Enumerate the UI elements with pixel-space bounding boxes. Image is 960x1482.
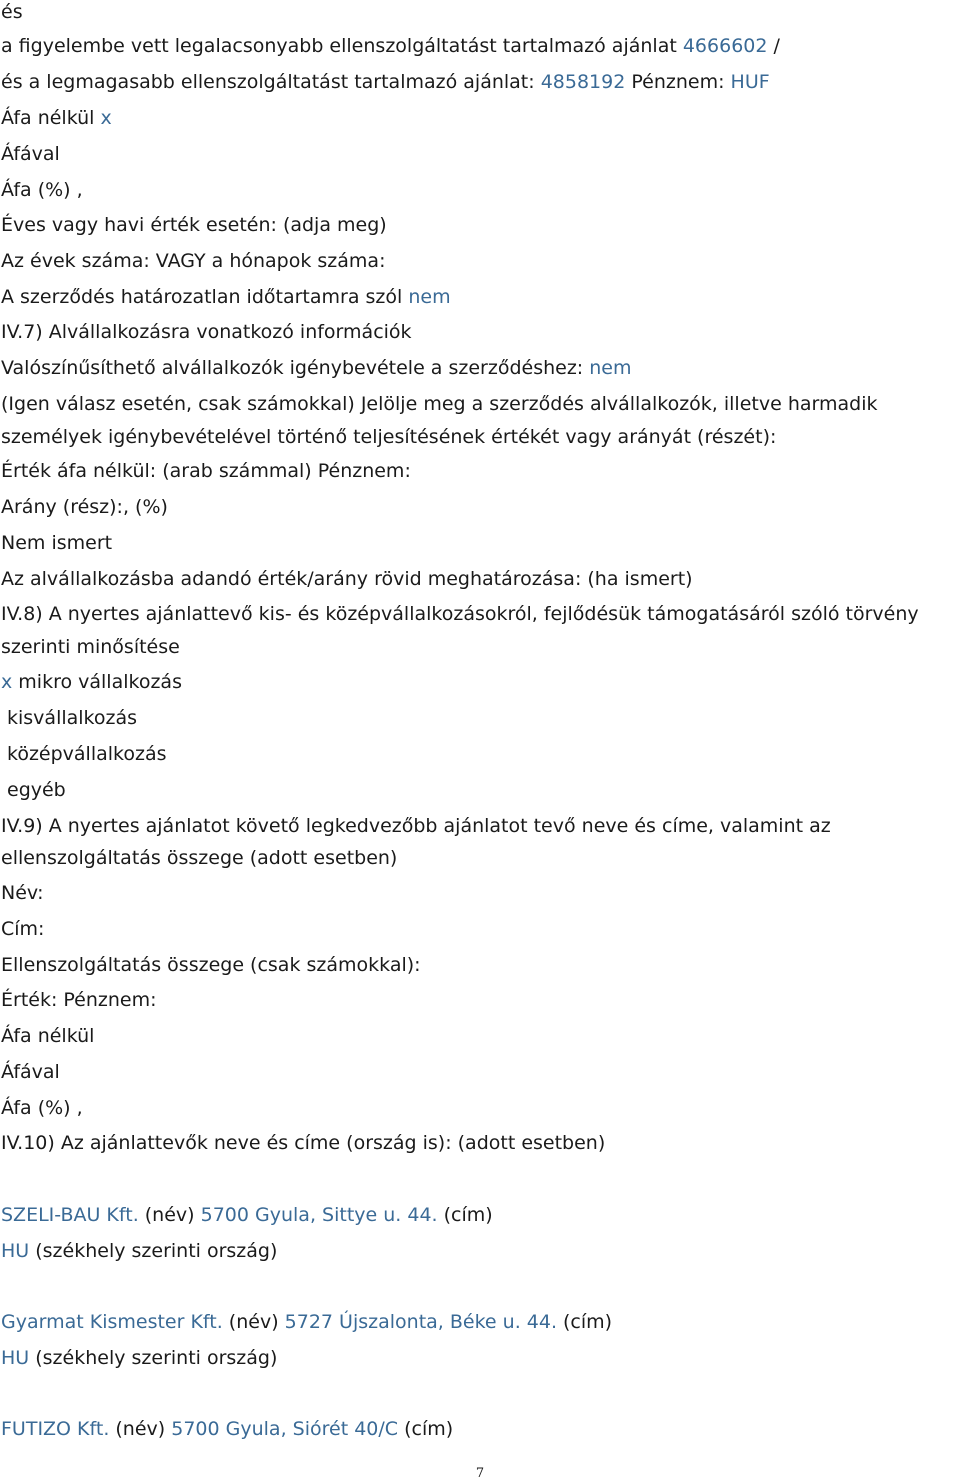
- text-segment: Éves vagy havi érték esetén: (adja meg): [1, 214, 387, 236]
- small-enterprise-option: [7, 706, 137, 730]
- text-segment: (székhely szerinti ország): [29, 1347, 278, 1369]
- vat-excluded-line: [1, 106, 112, 130]
- bidder-address: 5700 Gyula, Sittye u. 44.: [200, 1204, 438, 1226]
- text-segment: Valószínűsíthető alvállalkozók igénybevétele a szerződéshez:: [1, 357, 590, 379]
- bidder-country: HU: [1, 1240, 30, 1262]
- text-line: [1, 953, 421, 977]
- text-line: [1, 142, 60, 166]
- text-segment: a figyelembe vett legalacsonyabb ellenszolgáltatást tartalmazó ajánlat: [1, 35, 683, 57]
- bidder-3-name-line: [1, 1417, 453, 1441]
- text-segment: Az évek száma: VAGY a hónapok száma:: [1, 250, 386, 272]
- text-line: [1, 846, 397, 870]
- text-segment: ellenszolgáltatás összege (adott esetben): [1, 847, 398, 869]
- text-line: [1, 1096, 83, 1120]
- subcontractor-line: [1, 356, 632, 380]
- text-segment: Pénznem:: [625, 71, 731, 93]
- text-segment: (székhely szerinti ország): [29, 1240, 278, 1262]
- text-line: [1, 0, 23, 24]
- text-segment: kisvállalkozás: [7, 707, 138, 729]
- text-line: [1, 459, 411, 483]
- medium-enterprise-option: [7, 742, 167, 766]
- section-heading: [1, 602, 919, 626]
- text-segment: Áfával: [1, 143, 60, 165]
- text-segment: /: [767, 35, 780, 57]
- text-line: [1, 917, 44, 941]
- text-line: [1, 213, 387, 237]
- text-segment: IV.8) A nyertes ajánlattevő kis- és középvállalkozásokról, fejlődésük támogatásáról szóló törvény: [1, 603, 919, 625]
- bidder-2-country-line: [1, 1346, 277, 1370]
- text-line: [1, 392, 877, 416]
- text-segment: (név): [138, 1204, 201, 1226]
- text-segment: Az alvállalkozásba adandó érték/arány rövid meghatározása: (ha ismert): [1, 568, 693, 590]
- text-segment: szerinti minősítése: [1, 636, 180, 658]
- text-segment: Áfa nélkül: [1, 107, 101, 129]
- text-segment: Áfa (%) ,: [1, 1097, 83, 1119]
- text-segment: Érték áfa nélkül: (arab számmal) Pénznem:: [1, 460, 411, 482]
- text-segment: Áfával: [1, 1061, 60, 1083]
- text-segment: Érték: Pénznem:: [1, 989, 157, 1011]
- bidder-1-country-line: [1, 1239, 277, 1263]
- text-segment: és: [1, 1, 23, 23]
- text-segment: A szerződés határozatlan időtartamra szól: [1, 286, 409, 308]
- text-line: [1, 495, 168, 519]
- text-line: [1, 988, 157, 1012]
- text-line: [1, 531, 112, 555]
- bidder-country: HU: [1, 1347, 30, 1369]
- text-segment: (cím): [398, 1418, 454, 1440]
- bidder-address: 5700 Gyula, Siórét 40/C: [171, 1418, 399, 1440]
- bidder-2-name-line: [1, 1310, 612, 1334]
- currency-value: HUF: [730, 71, 770, 93]
- text-segment: Nem ismert: [1, 532, 113, 554]
- text-line: [1, 178, 83, 202]
- bidder-1-name-line: [1, 1203, 493, 1227]
- text-segment: mikro vállalkozás: [12, 671, 182, 693]
- text-segment: IV.9) A nyertes ajánlatot követő legkedvezőbb ajánlatot tevő neve és címe, valamint az: [1, 815, 831, 837]
- bidder-name: SZELI-BAU Kft.: [1, 1204, 139, 1226]
- text-line: [1, 635, 180, 659]
- text-segment: (név): [109, 1418, 172, 1440]
- other-option: [7, 778, 66, 802]
- lowest-offer-value: 4666602: [682, 35, 768, 57]
- section-heading: [1, 320, 412, 344]
- section-heading: [1, 814, 831, 838]
- text-segment: személyek igénybevételével történő teljesítésének értékét vagy arányát (részét):: [1, 426, 777, 448]
- vat-excluded-mark: x: [100, 107, 112, 129]
- text-segment: IV.10) Az ajánlattevők neve és címe (ország is): (adott esetben): [1, 1132, 606, 1154]
- micro-enterprise-option: [1, 670, 182, 694]
- subcontractor-value: nem: [589, 357, 632, 379]
- section-heading: [1, 1131, 605, 1155]
- text-line: [1, 425, 776, 449]
- text-segment: Áfa nélkül: [1, 1025, 95, 1047]
- bidder-name: FUTIZO Kft.: [1, 1418, 110, 1440]
- highest-offer-value: 4858192: [540, 71, 626, 93]
- selected-mark: x: [1, 671, 13, 693]
- text-segment: (név): [222, 1311, 285, 1333]
- text-segment: Cím:: [1, 918, 45, 940]
- text-segment: Arány (rész):, (%): [1, 496, 168, 518]
- text-segment: Ellenszolgáltatás összege (csak számokkal):: [1, 954, 421, 976]
- text-segment: egyéb: [7, 779, 66, 801]
- text-segment: Áfa (%) ,: [1, 179, 83, 201]
- text-segment: IV.7) Alvállalkozásra vonatkozó információk: [1, 321, 412, 343]
- lowest-offer-line: [1, 34, 780, 58]
- text-line: [1, 1060, 60, 1084]
- bidder-name: Gyarmat Kismester Kft.: [1, 1311, 223, 1333]
- text-segment: középvállalkozás: [7, 743, 167, 765]
- indefinite-term-line: [1, 285, 451, 309]
- bidder-address: 5727 Újszalonta, Béke u. 44.: [284, 1311, 557, 1333]
- text-line: [1, 567, 693, 591]
- indefinite-term-value: nem: [408, 286, 451, 308]
- text-line: [1, 1024, 94, 1048]
- text-line: [1, 881, 44, 905]
- text-segment: (cím): [556, 1311, 613, 1333]
- highest-offer-line: [1, 70, 770, 94]
- text-segment: és a legmagasabb ellenszolgáltatást tartalmazó ajánlat:: [1, 71, 541, 93]
- text-segment: Név:: [1, 882, 44, 904]
- page-number: 7: [475, 1466, 485, 1481]
- text-segment: (cím): [437, 1204, 493, 1226]
- text-line: [1, 249, 385, 273]
- text-segment: (Igen válasz esetén, csak számokkal) Jelölje meg a szerződés alvállalkozók, illetve harmadik: [1, 393, 878, 415]
